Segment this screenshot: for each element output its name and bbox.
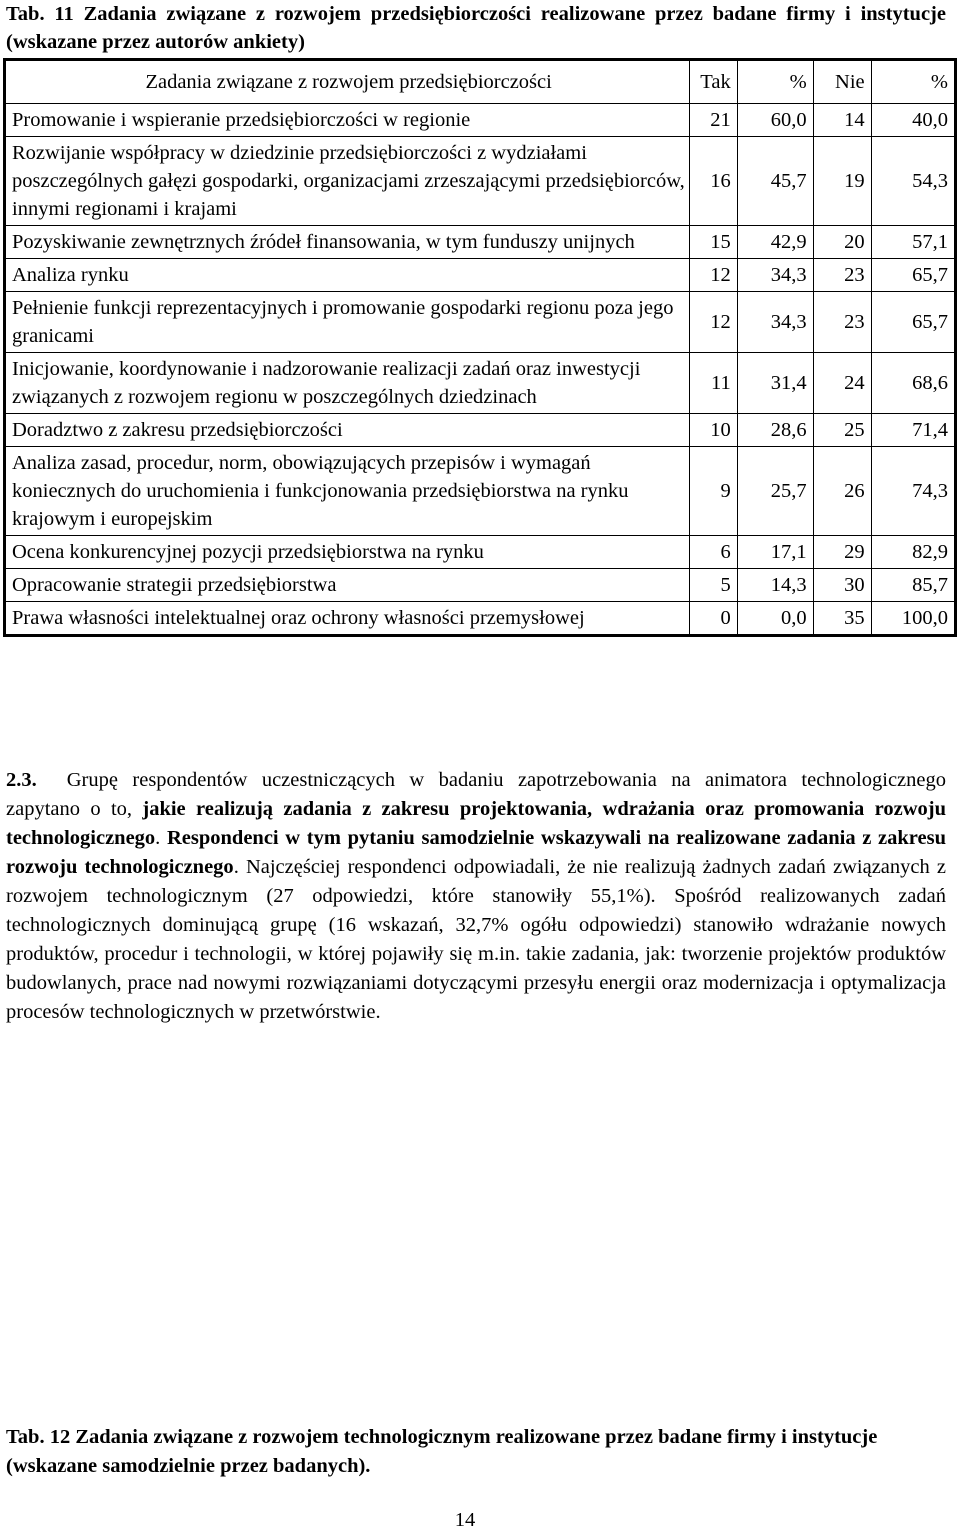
cell-tak: 16 — [690, 137, 737, 226]
cell-percent-tak: 34,3 — [737, 259, 813, 292]
cell-percent-nie: 40,0 — [871, 104, 955, 137]
table-12-caption: Tab. 12 Zadania związane z rozwojem technologicznym realizowane przez badane firmy i instytucje (wskazane samodzielnie przez badanych). — [6, 1426, 878, 1477]
section-paragraph — [6, 766, 946, 1027]
cell-nie: 25 — [813, 414, 871, 447]
cell-percent-nie: 82,9 — [871, 536, 955, 569]
table-11-caption: Tab. 11 Zadania związane z rozwojem przedsiębiorczości realizowane przez badane firmy i instytucje (wskazane przez autorów ankiety) — [6, 3, 946, 53]
cell-task: Prawa własności intelektualnej oraz ochrony własności przemysłowej — [5, 602, 690, 636]
cell-tak: 5 — [690, 569, 737, 602]
cell-percent-tak: 42,9 — [737, 226, 813, 259]
cell-percent-tak: 25,7 — [737, 447, 813, 536]
cell-tak: 9 — [690, 447, 737, 536]
cell-task: Rozwijanie współpracy w dziedzinie przedsiębiorczości z wydziałami poszczególnych gałęzi gospodarki, organizacjami zrzeszającymi przedsiębiorców, innymi regionami i krajami — [5, 137, 690, 226]
cell-percent-nie: 85,7 — [871, 569, 955, 602]
cell-tak: 11 — [690, 353, 737, 414]
cell-task: Analiza zasad, procedur, norm, obowiązujących przepisów i wymagań koniecznych do uruchomienia i funkcjonowania przedsiębiorstwa na rynku krajowym i europejskim — [5, 447, 690, 536]
table-row — [5, 137, 956, 226]
paragraph-text-3: . Najczęściej respondenci odpowiadali, że nie realizują żadnych zadań związanych z rozwojem technologicznym (27 odpowiedzi, które stanowiły 55,1%). Spośród realizowanych zadań technologicznych dominującą grupę (16 wskazań, 32,7% ogółu odpowiedzi) stanowiło wdrażanie nowych produktów, procedur i technologii, w której pojawiły się m.in. takie zadania, jak: tworzenie projektów produktów budowlanych, prace nad nowymi rozwiązaniami dotyczącymi przesyłu energii oraz modernizacja i optymalizacja procesów technologicznych w przetwórstwie. — [6, 856, 946, 1023]
cell-task: Inicjowanie, koordynowanie i nadzorowanie realizacji zadań oraz inwestycji związanych z rozwojem regionu w poszczególnych dziedzinach — [5, 353, 690, 414]
cell-percent-tak: 31,4 — [737, 353, 813, 414]
cell-nie: 30 — [813, 569, 871, 602]
cell-percent-nie: 68,6 — [871, 353, 955, 414]
cell-tak: 12 — [690, 292, 737, 353]
cell-percent-nie: 100,0 — [871, 602, 955, 636]
cell-percent-tak: 28,6 — [737, 414, 813, 447]
cell-percent-nie: 74,3 — [871, 447, 955, 536]
table-row — [5, 104, 956, 137]
cell-task: Promowanie i wspieranie przedsiębiorczości w regionie — [5, 104, 690, 137]
cell-nie: 24 — [813, 353, 871, 414]
paragraph-bold-1: jakie realizują zadania z zakresu projektowania, wdrażania oraz promowania rozwoju technologicznego — [6, 798, 946, 849]
paragraph-text-2: . — [155, 827, 167, 849]
section-number: 2.3. — [6, 769, 37, 791]
table-row — [5, 569, 956, 602]
cell-percent-tak: 34,3 — [737, 292, 813, 353]
cell-percent-nie: 65,7 — [871, 292, 955, 353]
cell-task: Analiza rynku — [5, 259, 690, 292]
cell-task: Pozyskiwanie zewnętrznych źródeł finansowania, w tym funduszy unijnych — [5, 226, 690, 259]
header-nie: Nie — [813, 60, 871, 104]
cell-percent-tak: 60,0 — [737, 104, 813, 137]
cell-percent-tak: 17,1 — [737, 536, 813, 569]
cell-nie: 19 — [813, 137, 871, 226]
cell-tak: 15 — [690, 226, 737, 259]
cell-percent-tak: 0,0 — [737, 602, 813, 636]
cell-task: Pełnienie funkcji reprezentacyjnych i promowanie gospodarki regionu poza jego granicami — [5, 292, 690, 353]
paragraph-bold-2: Respondenci w tym pytaniu samodzielnie wskazywali na realizowane zadania z zakresu rozwoju technologicznego — [6, 827, 946, 878]
cell-nie: 23 — [813, 259, 871, 292]
table-11 — [3, 58, 957, 637]
table-row — [5, 292, 956, 353]
cell-tak: 21 — [690, 104, 737, 137]
cell-tak: 0 — [690, 602, 737, 636]
cell-task: Opracowanie strategii przedsiębiorstwa — [5, 569, 690, 602]
page-number: 14 — [454, 1509, 476, 1531]
table-row — [5, 447, 956, 536]
table-row — [5, 353, 956, 414]
cell-nie: 26 — [813, 447, 871, 536]
cell-nie: 35 — [813, 602, 871, 636]
cell-nie: 14 — [813, 104, 871, 137]
cell-percent-nie: 71,4 — [871, 414, 955, 447]
cell-percent-nie: 57,1 — [871, 226, 955, 259]
cell-task: Doradztwo z zakresu przedsiębiorczości — [5, 414, 690, 447]
cell-nie: 20 — [813, 226, 871, 259]
table-header-row — [5, 60, 956, 104]
cell-percent-tak: 45,7 — [737, 137, 813, 226]
cell-nie: 29 — [813, 536, 871, 569]
cell-percent-tak: 14,3 — [737, 569, 813, 602]
table-row — [5, 226, 956, 259]
table-row — [5, 536, 956, 569]
header-task: Zadania związane z rozwojem przedsiębiorczości — [5, 60, 690, 104]
cell-tak: 12 — [690, 259, 737, 292]
table-row — [5, 259, 956, 292]
header-percent-tak: % — [737, 60, 813, 104]
cell-tak: 6 — [690, 536, 737, 569]
cell-tak: 10 — [690, 414, 737, 447]
cell-percent-nie: 65,7 — [871, 259, 955, 292]
table-row — [5, 414, 956, 447]
cell-task: Ocena konkurencyjnej pozycji przedsiębiorstwa na rynku — [5, 536, 690, 569]
cell-nie: 23 — [813, 292, 871, 353]
table-body — [5, 104, 956, 636]
cell-percent-nie: 54,3 — [871, 137, 955, 226]
header-percent-nie: % — [871, 60, 955, 104]
paragraph-text-1: Grupę respondentów uczestniczących w badaniu zapotrzebowania na animatora technologicznego zapytano o to, — [6, 769, 946, 820]
header-tak: Tak — [690, 60, 737, 104]
table-row — [5, 602, 956, 636]
